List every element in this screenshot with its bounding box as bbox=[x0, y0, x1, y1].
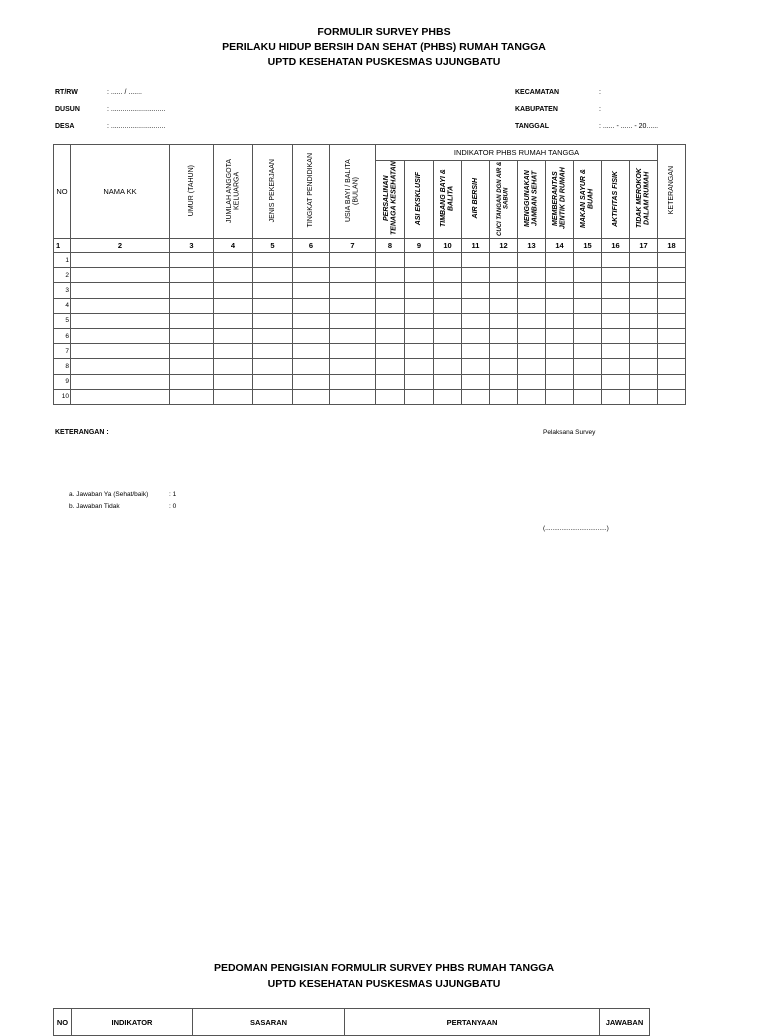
table-cell[interactable] bbox=[546, 328, 574, 343]
table-cell[interactable] bbox=[518, 253, 546, 268]
table-cell[interactable] bbox=[405, 283, 434, 298]
table-cell[interactable] bbox=[518, 344, 546, 359]
table-cell[interactable] bbox=[490, 344, 518, 359]
table-cell[interactable] bbox=[253, 283, 293, 298]
table-row bbox=[54, 253, 686, 268]
table-cell[interactable] bbox=[293, 268, 330, 283]
table-cell[interactable] bbox=[490, 313, 518, 328]
table-cell[interactable] bbox=[630, 359, 658, 374]
table-cell[interactable] bbox=[434, 374, 462, 389]
column-number: 6 bbox=[293, 239, 330, 253]
indicator-header bbox=[630, 161, 658, 239]
table-cell[interactable] bbox=[658, 328, 686, 343]
table-cell[interactable] bbox=[518, 298, 546, 313]
table-cell[interactable] bbox=[434, 268, 462, 283]
guide-indikator-header: INDIKATOR bbox=[72, 1009, 193, 1036]
keterangan-column-header-text: KETERANGAN bbox=[667, 166, 675, 215]
table-cell[interactable] bbox=[214, 298, 253, 313]
table-cell[interactable] bbox=[170, 253, 214, 268]
table-cell[interactable] bbox=[376, 268, 405, 283]
table-cell[interactable] bbox=[630, 283, 658, 298]
table-cell[interactable] bbox=[462, 359, 490, 374]
usia-bayi-header-text: USIA BAYI / BALITA (BULAN) bbox=[345, 159, 360, 222]
table-cell[interactable] bbox=[462, 374, 490, 389]
table-cell[interactable] bbox=[214, 359, 253, 374]
row-number: 2 bbox=[54, 268, 71, 283]
table-cell[interactable] bbox=[658, 283, 686, 298]
indicator-header-text: ASI EKSKLUSIF bbox=[415, 171, 423, 226]
table-cell[interactable] bbox=[462, 313, 490, 328]
signature-line[interactable]: (..................................) bbox=[543, 525, 609, 532]
table-cell[interactable] bbox=[170, 313, 214, 328]
usia-bayi-header bbox=[330, 145, 376, 239]
table-row bbox=[54, 268, 686, 283]
table-cell[interactable] bbox=[490, 298, 518, 313]
table-cell[interactable] bbox=[71, 313, 170, 328]
table-cell[interactable] bbox=[376, 344, 405, 359]
dusun-field[interactable]: : ............................ bbox=[107, 106, 166, 113]
table-cell[interactable] bbox=[574, 283, 602, 298]
table-cell[interactable] bbox=[376, 253, 405, 268]
umur-header-text: UMUR (TAHUN) bbox=[187, 164, 195, 217]
table-cell[interactable] bbox=[214, 253, 253, 268]
table-cell[interactable] bbox=[574, 328, 602, 343]
table-cell[interactable] bbox=[330, 253, 376, 268]
table-cell[interactable] bbox=[658, 268, 686, 283]
table-cell[interactable] bbox=[574, 359, 602, 374]
table-cell[interactable] bbox=[490, 359, 518, 374]
table-cell[interactable] bbox=[602, 374, 630, 389]
table-cell[interactable] bbox=[253, 389, 293, 404]
indicator-header-text: AIR BERSIH bbox=[471, 178, 479, 219]
survey-table bbox=[53, 144, 686, 405]
table-cell[interactable] bbox=[405, 344, 434, 359]
table-cell[interactable] bbox=[330, 389, 376, 404]
row-number: 3 bbox=[54, 283, 71, 298]
indicator-header bbox=[602, 161, 630, 239]
table-cell[interactable] bbox=[170, 374, 214, 389]
indicator-header bbox=[546, 161, 574, 239]
table-cell[interactable] bbox=[405, 253, 434, 268]
jawaban-ya-label: a. Jawaban Ya (Sehat/baik) bbox=[69, 491, 149, 498]
table-row bbox=[54, 328, 686, 343]
table-cell[interactable] bbox=[434, 328, 462, 343]
table-cell[interactable] bbox=[71, 328, 170, 343]
column-number: 14 bbox=[546, 239, 574, 253]
table-cell[interactable] bbox=[293, 328, 330, 343]
table-cell[interactable] bbox=[376, 374, 405, 389]
row-number: 6 bbox=[54, 328, 71, 343]
guide-sasaran-header: SASARAN bbox=[193, 1009, 345, 1036]
table-cell[interactable] bbox=[518, 313, 546, 328]
table-cell[interactable] bbox=[405, 359, 434, 374]
table-cell[interactable] bbox=[71, 253, 170, 268]
indicator-header bbox=[405, 161, 434, 239]
no-column-header: NO bbox=[54, 145, 71, 239]
table-cell[interactable] bbox=[376, 328, 405, 343]
table-cell[interactable] bbox=[546, 344, 574, 359]
table-cell[interactable] bbox=[434, 313, 462, 328]
indicator-header-text: PERSALINAN TENAGA KESEHATAN bbox=[382, 161, 397, 236]
jawaban-tidak-value: : 0 bbox=[169, 503, 177, 510]
table-cell[interactable] bbox=[293, 389, 330, 404]
table-cell[interactable] bbox=[490, 374, 518, 389]
indicator-header-text: CUCI TANGAN DGN AIR & SABUN bbox=[497, 161, 510, 236]
table-cell[interactable] bbox=[170, 389, 214, 404]
tanggal-field[interactable]: : ...... - ...... - 20...... bbox=[599, 123, 659, 130]
table-cell[interactable] bbox=[214, 374, 253, 389]
table-cell[interactable] bbox=[490, 268, 518, 283]
table-cell[interactable] bbox=[602, 328, 630, 343]
kecamatan-field[interactable]: : bbox=[599, 89, 601, 96]
table-cell[interactable] bbox=[462, 253, 490, 268]
guide-no-header: NO bbox=[54, 1009, 72, 1036]
indicator-header bbox=[574, 161, 602, 239]
table-cell[interactable] bbox=[602, 389, 630, 404]
indicator-header-text: MEMBERANTAS JENTIK DI RUMAH bbox=[552, 167, 567, 230]
table-cell[interactable] bbox=[434, 298, 462, 313]
table-cell[interactable] bbox=[602, 253, 630, 268]
table-cell[interactable] bbox=[253, 374, 293, 389]
column-number: 11 bbox=[462, 239, 490, 253]
table-row bbox=[54, 374, 686, 389]
table-cell[interactable] bbox=[434, 344, 462, 359]
table-cell[interactable] bbox=[630, 298, 658, 313]
keterangan-column-header bbox=[658, 145, 686, 239]
table-cell[interactable] bbox=[71, 374, 170, 389]
table-cell[interactable] bbox=[518, 283, 546, 298]
table-cell[interactable] bbox=[574, 268, 602, 283]
table-cell[interactable] bbox=[658, 344, 686, 359]
table-cell[interactable] bbox=[170, 298, 214, 313]
table-cell[interactable] bbox=[253, 359, 293, 374]
row-number: 9 bbox=[54, 374, 71, 389]
table-cell[interactable] bbox=[546, 268, 574, 283]
indicator-header bbox=[376, 161, 405, 239]
table-row bbox=[54, 359, 686, 374]
column-number: 10 bbox=[434, 239, 462, 253]
table-cell[interactable] bbox=[253, 328, 293, 343]
indicator-header bbox=[490, 161, 518, 239]
table-cell[interactable] bbox=[170, 283, 214, 298]
keterangan-label: KETERANGAN : bbox=[55, 429, 109, 436]
table-cell[interactable] bbox=[405, 298, 434, 313]
table-cell[interactable] bbox=[253, 298, 293, 313]
column-number: 8 bbox=[376, 239, 405, 253]
column-number: 7 bbox=[330, 239, 376, 253]
table-cell[interactable] bbox=[658, 298, 686, 313]
column-number: 16 bbox=[602, 239, 630, 253]
table-cell[interactable] bbox=[518, 328, 546, 343]
table-cell[interactable] bbox=[376, 283, 405, 298]
table-cell[interactable] bbox=[518, 374, 546, 389]
table-cell[interactable] bbox=[71, 298, 170, 313]
table-cell[interactable] bbox=[214, 328, 253, 343]
table-cell[interactable] bbox=[574, 253, 602, 268]
row-number: 10 bbox=[54, 389, 71, 404]
form-organization: UPTD KESEHATAN PUSKESMAS UJUNGBATU bbox=[267, 56, 501, 68]
table-cell[interactable] bbox=[376, 389, 405, 404]
table-cell[interactable] bbox=[602, 283, 630, 298]
table-cell[interactable] bbox=[434, 253, 462, 268]
table-cell[interactable] bbox=[293, 374, 330, 389]
table-cell[interactable] bbox=[71, 344, 170, 359]
desa-label: DESA bbox=[55, 123, 75, 130]
table-cell[interactable] bbox=[602, 313, 630, 328]
rtrw-label: RT/RW bbox=[55, 89, 78, 96]
table-cell[interactable] bbox=[253, 253, 293, 268]
indikator-group-header: INDIKATOR PHBS RUMAH TANGGA bbox=[376, 145, 658, 161]
column-number: 15 bbox=[574, 239, 602, 253]
column-number: 17 bbox=[630, 239, 658, 253]
column-number: 12 bbox=[490, 239, 518, 253]
table-cell[interactable] bbox=[518, 389, 546, 404]
table-cell[interactable] bbox=[330, 359, 376, 374]
table-cell[interactable] bbox=[630, 268, 658, 283]
table-cell[interactable] bbox=[462, 328, 490, 343]
table-row bbox=[54, 344, 686, 359]
table-cell[interactable] bbox=[330, 283, 376, 298]
column-number-row bbox=[54, 239, 686, 253]
table-cell[interactable] bbox=[602, 359, 630, 374]
indicator-header-text: AKTIFITAS FISIK bbox=[611, 170, 619, 227]
table-cell[interactable] bbox=[214, 344, 253, 359]
form-subtitle: PERILAKU HIDUP BERSIH DAN SEHAT (PHBS) RUMAH TANGGA bbox=[222, 41, 546, 53]
table-cell[interactable] bbox=[170, 344, 214, 359]
row-number: 8 bbox=[54, 359, 71, 374]
kabupaten-label: KABUPATEN bbox=[515, 106, 558, 113]
table-cell[interactable] bbox=[546, 374, 574, 389]
table-cell[interactable] bbox=[293, 253, 330, 268]
table-cell[interactable] bbox=[253, 313, 293, 328]
table-cell[interactable] bbox=[293, 344, 330, 359]
table-cell[interactable] bbox=[574, 374, 602, 389]
table-cell[interactable] bbox=[434, 359, 462, 374]
table-cell[interactable] bbox=[574, 389, 602, 404]
table-cell[interactable] bbox=[490, 283, 518, 298]
table-cell[interactable] bbox=[630, 253, 658, 268]
table-cell[interactable] bbox=[405, 374, 434, 389]
table-cell[interactable] bbox=[462, 298, 490, 313]
table-cell[interactable] bbox=[330, 268, 376, 283]
pelaksana-label: Pelaksana Survey bbox=[543, 429, 596, 436]
table-cell[interactable] bbox=[658, 253, 686, 268]
table-cell[interactable] bbox=[602, 344, 630, 359]
column-number: 3 bbox=[170, 239, 214, 253]
table-cell[interactable] bbox=[462, 389, 490, 404]
jawaban-tidak-label: b. Jawaban Tidak bbox=[69, 503, 120, 510]
column-number: 9 bbox=[405, 239, 434, 253]
table-cell[interactable] bbox=[253, 344, 293, 359]
table-cell[interactable] bbox=[546, 359, 574, 374]
table-cell[interactable] bbox=[405, 389, 434, 404]
table-cell[interactable] bbox=[293, 298, 330, 313]
table-cell[interactable] bbox=[376, 313, 405, 328]
table-cell[interactable] bbox=[546, 253, 574, 268]
jawaban-ya-value: : 1 bbox=[169, 491, 177, 498]
kecamatan-label: KECAMATAN bbox=[515, 89, 560, 96]
table-cell[interactable] bbox=[405, 328, 434, 343]
jumlah-anggota-header-text: JUMLAH ANGGOTA KELUARGA bbox=[225, 158, 240, 223]
table-cell[interactable] bbox=[376, 298, 405, 313]
table-row bbox=[54, 313, 686, 328]
table-cell[interactable] bbox=[293, 283, 330, 298]
rtrw-field[interactable]: : ...... / ....... bbox=[107, 89, 143, 96]
table-cell[interactable] bbox=[574, 298, 602, 313]
row-number: 4 bbox=[54, 298, 71, 313]
table-cell[interactable] bbox=[405, 313, 434, 328]
table-cell[interactable] bbox=[214, 268, 253, 283]
table-cell[interactable] bbox=[574, 344, 602, 359]
indicator-header-text: MAKAN SAYUR & BUAH bbox=[580, 169, 595, 228]
indicator-header-text: MENGGUNAKAN JAMBAN SEHAT bbox=[524, 170, 539, 227]
desa-field[interactable]: : ............................ bbox=[107, 123, 166, 130]
table-cell[interactable] bbox=[546, 283, 574, 298]
table-row bbox=[54, 389, 686, 404]
table-cell[interactable] bbox=[434, 283, 462, 298]
dusun-label: DUSUN bbox=[55, 106, 80, 113]
table-row bbox=[54, 283, 686, 298]
table-cell[interactable] bbox=[214, 389, 253, 404]
table-cell[interactable] bbox=[71, 359, 170, 374]
row-number: 1 bbox=[54, 253, 71, 268]
table-cell[interactable] bbox=[462, 283, 490, 298]
table-cell[interactable] bbox=[574, 313, 602, 328]
table-cell[interactable] bbox=[293, 359, 330, 374]
guide-subtitle: UPTD KESEHATAN PUSKESMAS UJUNGBATU bbox=[267, 978, 501, 990]
table-cell[interactable] bbox=[253, 268, 293, 283]
table-cell[interactable] bbox=[490, 328, 518, 343]
column-number: 1 bbox=[54, 239, 71, 253]
table-cell[interactable] bbox=[214, 313, 253, 328]
table-cell[interactable] bbox=[658, 313, 686, 328]
row-number: 5 bbox=[54, 313, 71, 328]
table-cell[interactable] bbox=[71, 268, 170, 283]
column-number: 18 bbox=[658, 239, 686, 253]
form-title: FORMULIR SURVEY PHBS bbox=[317, 26, 451, 38]
table-cell[interactable] bbox=[170, 328, 214, 343]
table-cell[interactable] bbox=[434, 389, 462, 404]
guide-title: PEDOMAN PENGISIAN FORMULIR SURVEY PHBS RUMAH TANGGA bbox=[213, 962, 555, 974]
table-cell[interactable] bbox=[170, 268, 214, 283]
jenis-pekerjaan-header bbox=[253, 145, 293, 239]
table-cell[interactable] bbox=[462, 344, 490, 359]
jenis-pekerjaan-header-text: JENIS PEKERJAAN bbox=[268, 158, 276, 223]
column-number: 5 bbox=[253, 239, 293, 253]
nama-kk-header: NAMA KK bbox=[71, 145, 170, 239]
umur-header bbox=[170, 145, 214, 239]
indicator-header bbox=[518, 161, 546, 239]
table-cell[interactable] bbox=[546, 389, 574, 404]
table-cell[interactable] bbox=[71, 389, 170, 404]
table-cell[interactable] bbox=[490, 389, 518, 404]
column-number: 2 bbox=[71, 239, 170, 253]
table-cell[interactable] bbox=[518, 268, 546, 283]
guide-pertanyaan-header: PERTANYAAN bbox=[345, 1009, 600, 1036]
table-cell[interactable] bbox=[330, 298, 376, 313]
table-cell[interactable] bbox=[602, 298, 630, 313]
table-cell[interactable] bbox=[630, 344, 658, 359]
row-number: 7 bbox=[54, 344, 71, 359]
table-cell[interactable] bbox=[214, 283, 253, 298]
table-cell[interactable] bbox=[546, 313, 574, 328]
tingkat-pendidikan-header-text: TINGKAT PENDIDIKAN bbox=[307, 153, 315, 228]
table-cell[interactable] bbox=[630, 328, 658, 343]
column-number: 13 bbox=[518, 239, 546, 253]
table-row bbox=[54, 298, 686, 313]
table-cell[interactable] bbox=[658, 374, 686, 389]
table-cell[interactable] bbox=[490, 253, 518, 268]
guide-table bbox=[53, 1008, 650, 1036]
table-cell[interactable] bbox=[330, 313, 376, 328]
table-cell[interactable] bbox=[658, 389, 686, 404]
table-cell[interactable] bbox=[330, 374, 376, 389]
guide-jawaban-header: JAWABAN bbox=[600, 1009, 650, 1036]
table-cell[interactable] bbox=[376, 359, 405, 374]
table-cell[interactable] bbox=[330, 328, 376, 343]
jumlah-anggota-header bbox=[214, 145, 253, 239]
table-cell[interactable] bbox=[293, 313, 330, 328]
table-cell[interactable] bbox=[405, 268, 434, 283]
indicator-header bbox=[462, 161, 490, 239]
table-cell[interactable] bbox=[518, 359, 546, 374]
table-cell[interactable] bbox=[462, 268, 490, 283]
table-cell[interactable] bbox=[546, 298, 574, 313]
tanggal-label: TANGGAL bbox=[515, 123, 550, 130]
table-cell[interactable] bbox=[658, 359, 686, 374]
indicator-header bbox=[434, 161, 462, 239]
table-cell[interactable] bbox=[170, 359, 214, 374]
table-cell[interactable] bbox=[330, 344, 376, 359]
indicator-header-text: TIDAK MEROKOK DALAM RUMAH bbox=[636, 168, 651, 229]
table-cell[interactable] bbox=[602, 268, 630, 283]
table-cell[interactable] bbox=[630, 374, 658, 389]
table-cell[interactable] bbox=[630, 313, 658, 328]
table-cell[interactable] bbox=[630, 389, 658, 404]
column-number: 4 bbox=[214, 239, 253, 253]
tingkat-pendidikan-header bbox=[293, 145, 330, 239]
indicator-header-text: TIMBANG BAYI & BALITA bbox=[440, 169, 455, 228]
kabupaten-field[interactable]: : bbox=[599, 106, 601, 113]
table-cell[interactable] bbox=[71, 283, 170, 298]
